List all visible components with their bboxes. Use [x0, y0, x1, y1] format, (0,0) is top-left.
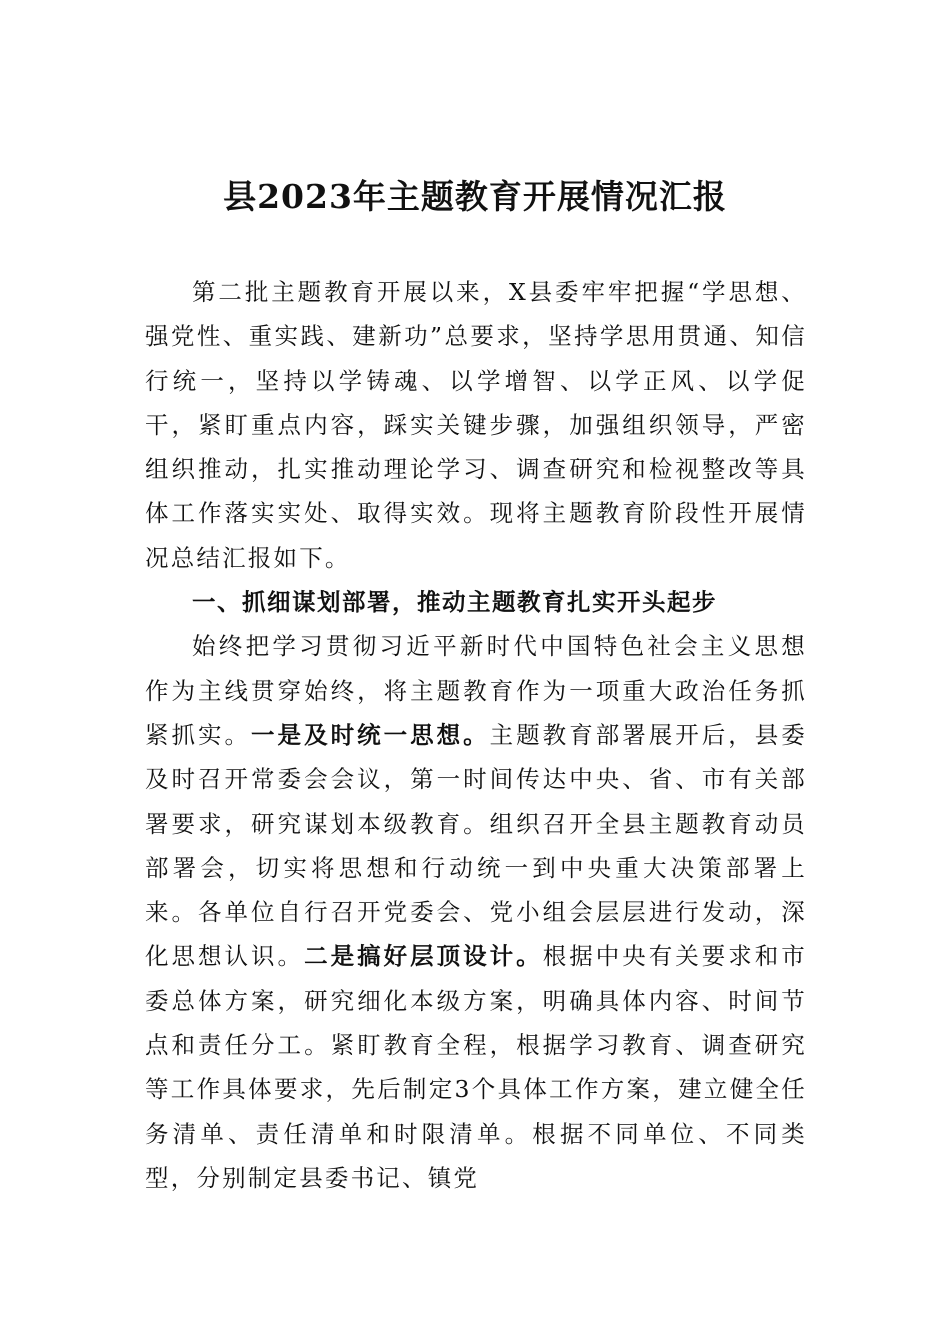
section-1-text-a: 始终把学习贯彻习近平新时代中国特色社会主义思想作为主线贯穿始终，将主题教育作为一项重大政治任务抓紧抓实。 — [145, 632, 807, 749]
section-1-text-c: 根据中央有关要求和市委总体方案，研究细化本级方案，明确具体内容、时间节点和责任分工。紧盯教育全程，根据学习教育、调查研究等工作具体要求，先后制定3个具体工作方案，建立健全任务清单、责任清单和时限清单。根据不同单位、不同类型，分别制定县委书记、镇党 — [145, 942, 807, 1192]
document-title: 县2023年主题教育开展情况汇报 — [223, 177, 727, 216]
point-1-heading: 一是及时统一思想。 — [251, 720, 490, 749]
section-1-text-b: 主题教育部署展开后，县委及时召开常委会会议，第一时间传达中央、省、市有关部署要求，研究谋划本级教育。组织召开全县主题教育动员部署会，切实将思想和行动统一到中央重大决策部署上来。各单位自行召开党委会、党小组会层层进行发动，深化思想认识。 — [145, 720, 807, 971]
section-1-heading: 一、抓细谋划部署，推动主题教育扎实开头起步 — [192, 588, 717, 617]
document-body — [145, 270, 807, 1200]
point-2-heading: 二是搞好层顶设计。 — [304, 942, 543, 971]
intro-paragraph: 第二批主题教育开展以来，X县委牢牢把握“学思想、强党性、重实践、建新功”总要求，坚持学思用贯通、知信行统一，坚持以学铸魂、以学增智、以学正风、以学促干，紧盯重点内容，踩实关键步骤，加强组织领导，严密组织推动，扎实推动理论学习、调查研究和检视整改等具体工作落实实处、取得实效。现将主题教育阶段性开展情况总结汇报如下。 — [145, 278, 807, 572]
section-1-paragraph — [145, 624, 807, 1200]
